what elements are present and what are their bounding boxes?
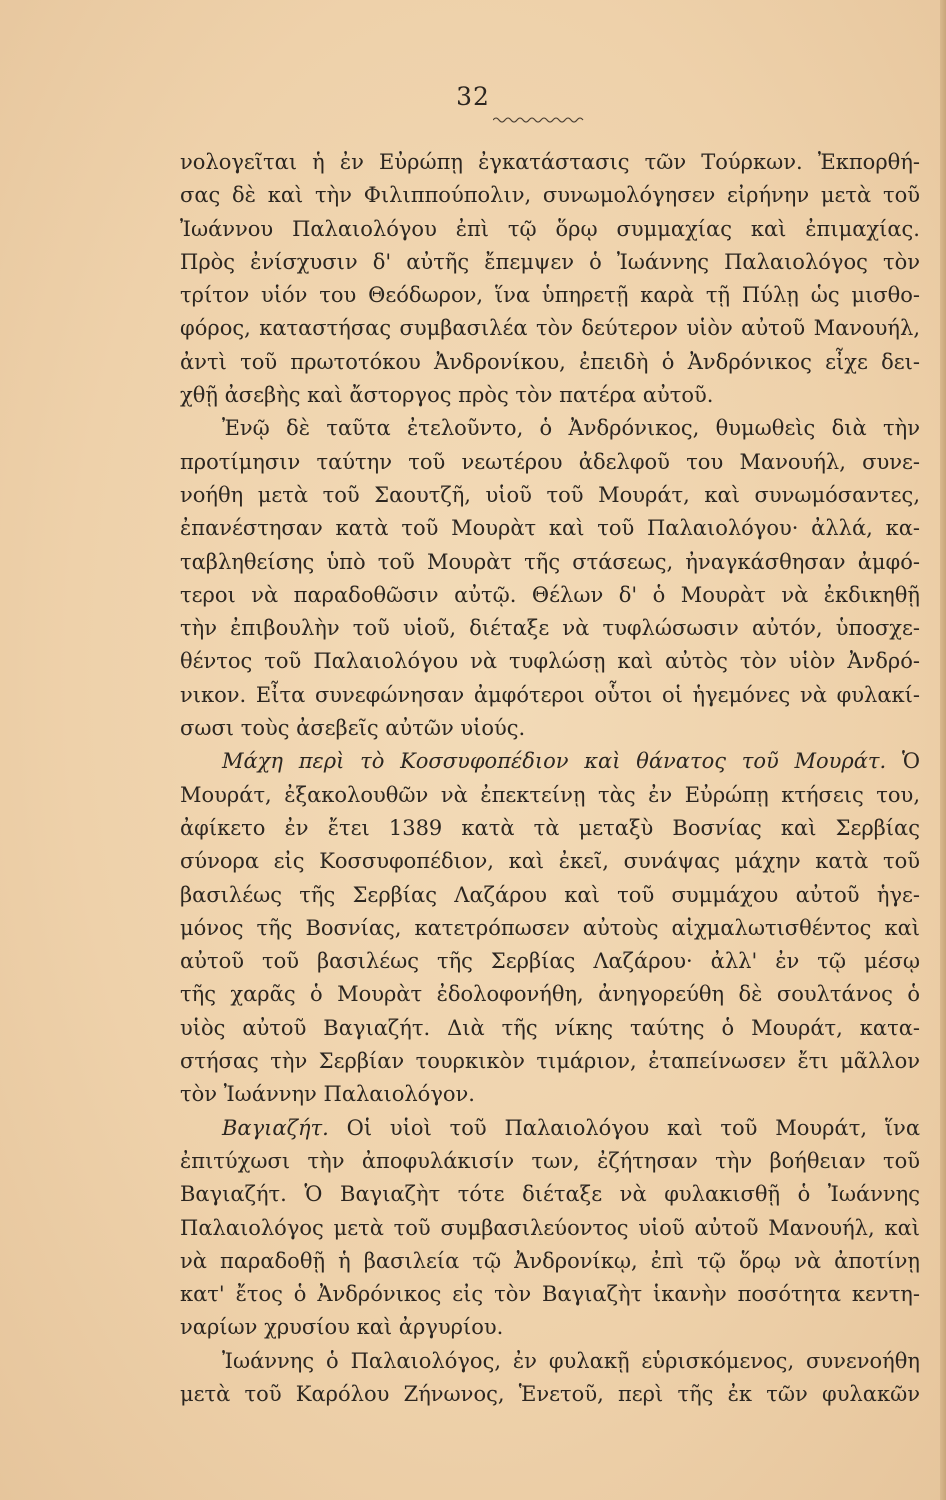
line-text: Οἱ υἱοὶ τοῦ Παλαιολόγου καὶ τοῦ Μουράτ, ἵνα — [328, 1115, 920, 1140]
text-line — [180, 412, 920, 445]
line-text: Ἰωάννης ὁ Παλαιολόγος, ἐν φυλακῇ εὑρισκόμενος, συνενοήθη — [222, 1348, 920, 1373]
text-line — [180, 612, 920, 645]
line-text: τῆς χαρᾶς ὁ Μουρὰτ ἐδολοφονήθη, ἀνηγορεύθη δὲ σουλτάνος ὁ — [180, 982, 920, 1007]
line-text: ναρίων χρυσίου καὶ ἀργυρίου. — [180, 1315, 504, 1340]
section-heading: Μάχη περὶ τὸ Κοσσυφοπέδιον καὶ θάνατος τοῦ Μουράτ. — [222, 749, 887, 774]
line-text: σας δὲ καὶ τὴν Φιλιππούπολιν, συνωμολόγησεν εἰρήνην μετὰ τοῦ — [180, 183, 920, 208]
line-text: τεροι νὰ παραδοθῶσιν αὐτῷ. Θέλων δ' ὁ Μουρὰτ νὰ ἐκδικηθῇ — [180, 582, 920, 607]
line-text: στήσας τὴν Σερβίαν τουρκικὸν τιμάριον, ἐταπείνωσεν ἔτι μᾶλλον — [180, 1049, 920, 1074]
page-edge — [940, 0, 946, 1500]
line-text: υἱὸς αὐτοῦ Βαγιαζήτ. Διὰ τῆς νίκης ταύτης ὁ Μουράτ, κατα- — [180, 1015, 920, 1040]
text-line — [180, 546, 920, 579]
text-line — [180, 179, 920, 212]
text-line — [180, 146, 920, 179]
line-text: αὐτοῦ τοῦ βασιλέως τῆς Σερβίας Λαζάρου· ἀλλ' ἐν τῷ μέσῳ — [180, 949, 920, 974]
line-text: Βαγιαζήτ. Ὁ Βαγιαζὴτ τότε διέταξε νὰ φυλακισθῇ ὁ Ἰωάννης — [180, 1182, 920, 1207]
text-line — [180, 1311, 920, 1344]
line-text: νοήθη μετὰ τοῦ Σαουτζῆ, υἱοῦ τοῦ Μουράτ, καὶ συνωμόσαντες, — [180, 482, 920, 507]
line-text: ἐπιτύχωσι τὴν ἀποφυλάκισίν των, ἐζήτησαν τὴν βοήθειαν τοῦ — [180, 1148, 920, 1173]
text-line — [180, 1012, 920, 1045]
text-line — [180, 879, 920, 912]
line-text: χθῇ ἀσεβὴς καὶ ἄστοργος πρὸς τὸν πατέρα αὐτοῦ. — [180, 383, 714, 408]
line-text: μόνος τῆς Βοσνίας, κατετρόπωσεν αὐτοὺς αἰχμαλωτισθέντος καὶ — [180, 915, 920, 940]
section-heading: Βαγιαζήτ. — [222, 1115, 329, 1140]
text-line — [180, 246, 920, 279]
text-line — [180, 1178, 920, 1211]
text-line — [180, 346, 920, 379]
text-line — [180, 679, 920, 712]
line-text: νικον. Εἶτα συνεφώνησαν ἀμφότεροι οὗτοι οἱ ἡγεμόνες νὰ φυλακί- — [180, 682, 920, 707]
text-line — [180, 812, 920, 845]
text-line — [180, 512, 920, 545]
text-line — [180, 1378, 920, 1411]
text-line — [180, 745, 920, 778]
line-text: νολογεῖται ἡ ἐν Εὐρώπῃ ἐγκατάστασις τῶν Τούρκων. Ἐκπορθή- — [180, 150, 920, 174]
text-line — [180, 1245, 920, 1278]
text-line — [180, 978, 920, 1011]
line-text: τὸν Ἰωάννην Παλαιολόγον. — [180, 1082, 475, 1107]
text-line — [180, 479, 920, 512]
page-number: 32 — [456, 82, 490, 111]
text-line — [180, 1212, 920, 1245]
text-line — [180, 645, 920, 678]
line-text: σύνορα εἰς Κοσσυφοπέδιον, καὶ ἐκεῖ, συνάψας μάχην κατὰ τοῦ — [180, 849, 920, 874]
text-line — [180, 1045, 920, 1078]
text-line — [180, 1145, 920, 1178]
line-text: σωσι τοὺς ἀσεβεῖς αὐτῶν υἱούς. — [180, 716, 526, 741]
text-line — [180, 379, 920, 412]
line-text: Πρὸς ἐνίσχυσιν δ' αὐτῆς ἔπεμψεν ὁ Ἰωάννης Παλαιολόγος τὸν — [180, 249, 920, 274]
text-line — [180, 912, 920, 945]
line-text: Παλαιολόγος μετὰ τοῦ συμβασιλεύοντος υἱοῦ αὐτοῦ Μανουήλ, καὶ — [180, 1215, 920, 1240]
text-line — [180, 1278, 920, 1311]
line-text: θέντος τοῦ Παλαιολόγου νὰ τυφλώσῃ καὶ αὐτὸς τὸν υἱὸν Ἀνδρό- — [180, 649, 920, 674]
line-text: Μουράτ, ἐξακολουθῶν νὰ ἐπεκτείνῃ τὰς ἐν Εὐρώπῃ κτήσεις του, — [180, 782, 920, 807]
line-text: τρίτον υἱόν του Θεόδωρον, ἵνα ὑπηρετῇ καρὰ τῇ Πύλῃ ὡς μισθο- — [180, 283, 920, 308]
line-text: ταβληθείσης ὑπὸ τοῦ Μουρὰτ τῆς στάσεως, ἠναγκάσθησαν ἀμφό- — [180, 549, 920, 574]
text-line — [180, 1112, 920, 1145]
line-text: φόρος, καταστήσας συμβασιλέα τὸν δεύτερον υἱὸν αὐτοῦ Μανουήλ, — [180, 316, 920, 341]
text-line — [180, 446, 920, 479]
text-line — [180, 1345, 920, 1378]
line-text: Ὁ — [886, 749, 920, 774]
text-line — [180, 779, 920, 812]
text-line — [180, 279, 920, 312]
line-text: βασιλέως τῆς Σερβίας Λαζάρου καὶ τοῦ συμμάχου αὐτοῦ ἡγε- — [180, 882, 920, 907]
text-line — [180, 845, 920, 878]
line-text: μετὰ τοῦ Καρόλου Ζήνωνος, Ἑνετοῦ, περὶ τῆς ἐκ τῶν φυλακῶν — [180, 1381, 920, 1406]
line-text: κατ' ἔτος ὁ Ἀνδρόνικος εἰς τὸν Βαγιαζὴτ ἱκανὴν ποσότητα κεντη- — [180, 1282, 920, 1307]
line-text: προτίμησιν ταύτην τοῦ νεωτέρου ἀδελφοῦ του Μανουήλ, συνε- — [180, 449, 920, 474]
line-text: Ἐνῷ δὲ ταῦτα ἐτελοῦντο, ὁ Ἀνδρόνικος, θυμωθεὶς διὰ τὴν — [222, 416, 920, 441]
text-line — [180, 712, 920, 745]
text-line — [180, 945, 920, 978]
text-line — [180, 312, 920, 345]
line-text: νὰ παραδοθῇ ἡ βασιλεία τῷ Ἀνδρονίκῳ, ἐπὶ τῷ ὅρῳ νὰ ἀποτίνῃ — [180, 1248, 920, 1273]
text-line — [180, 579, 920, 612]
line-text: ἐπανέστησαν κατὰ τοῦ Μουρὰτ καὶ τοῦ Παλαιολόγου· ἀλλά, κα- — [180, 516, 920, 541]
text-line — [180, 213, 920, 246]
line-text: ἀντὶ τοῦ πρωτοτόκου Ἀνδρονίκου, ἐπειδὴ ὁ Ἀνδρόνικος εἶχε δει- — [180, 349, 920, 374]
line-text: τὴν ἐπιβουλὴν τοῦ υἱοῦ, διέταξε νὰ τυφλώσωσιν αὐτόν, ὑποσχε- — [180, 616, 920, 641]
wavy-rule-ornament — [493, 116, 585, 124]
body-text — [180, 146, 920, 1411]
text-line — [180, 1078, 920, 1111]
line-text: Ἰωάννου Παλαιολόγου ἐπὶ τῷ ὅρῳ συμμαχίας καὶ ἐπιμαχίας. — [180, 216, 920, 241]
line-text: ἀφίκετο ἐν ἔτει 1389 κατὰ τὰ μεταξὺ Βοσνίας καὶ Σερβίας — [180, 815, 920, 840]
